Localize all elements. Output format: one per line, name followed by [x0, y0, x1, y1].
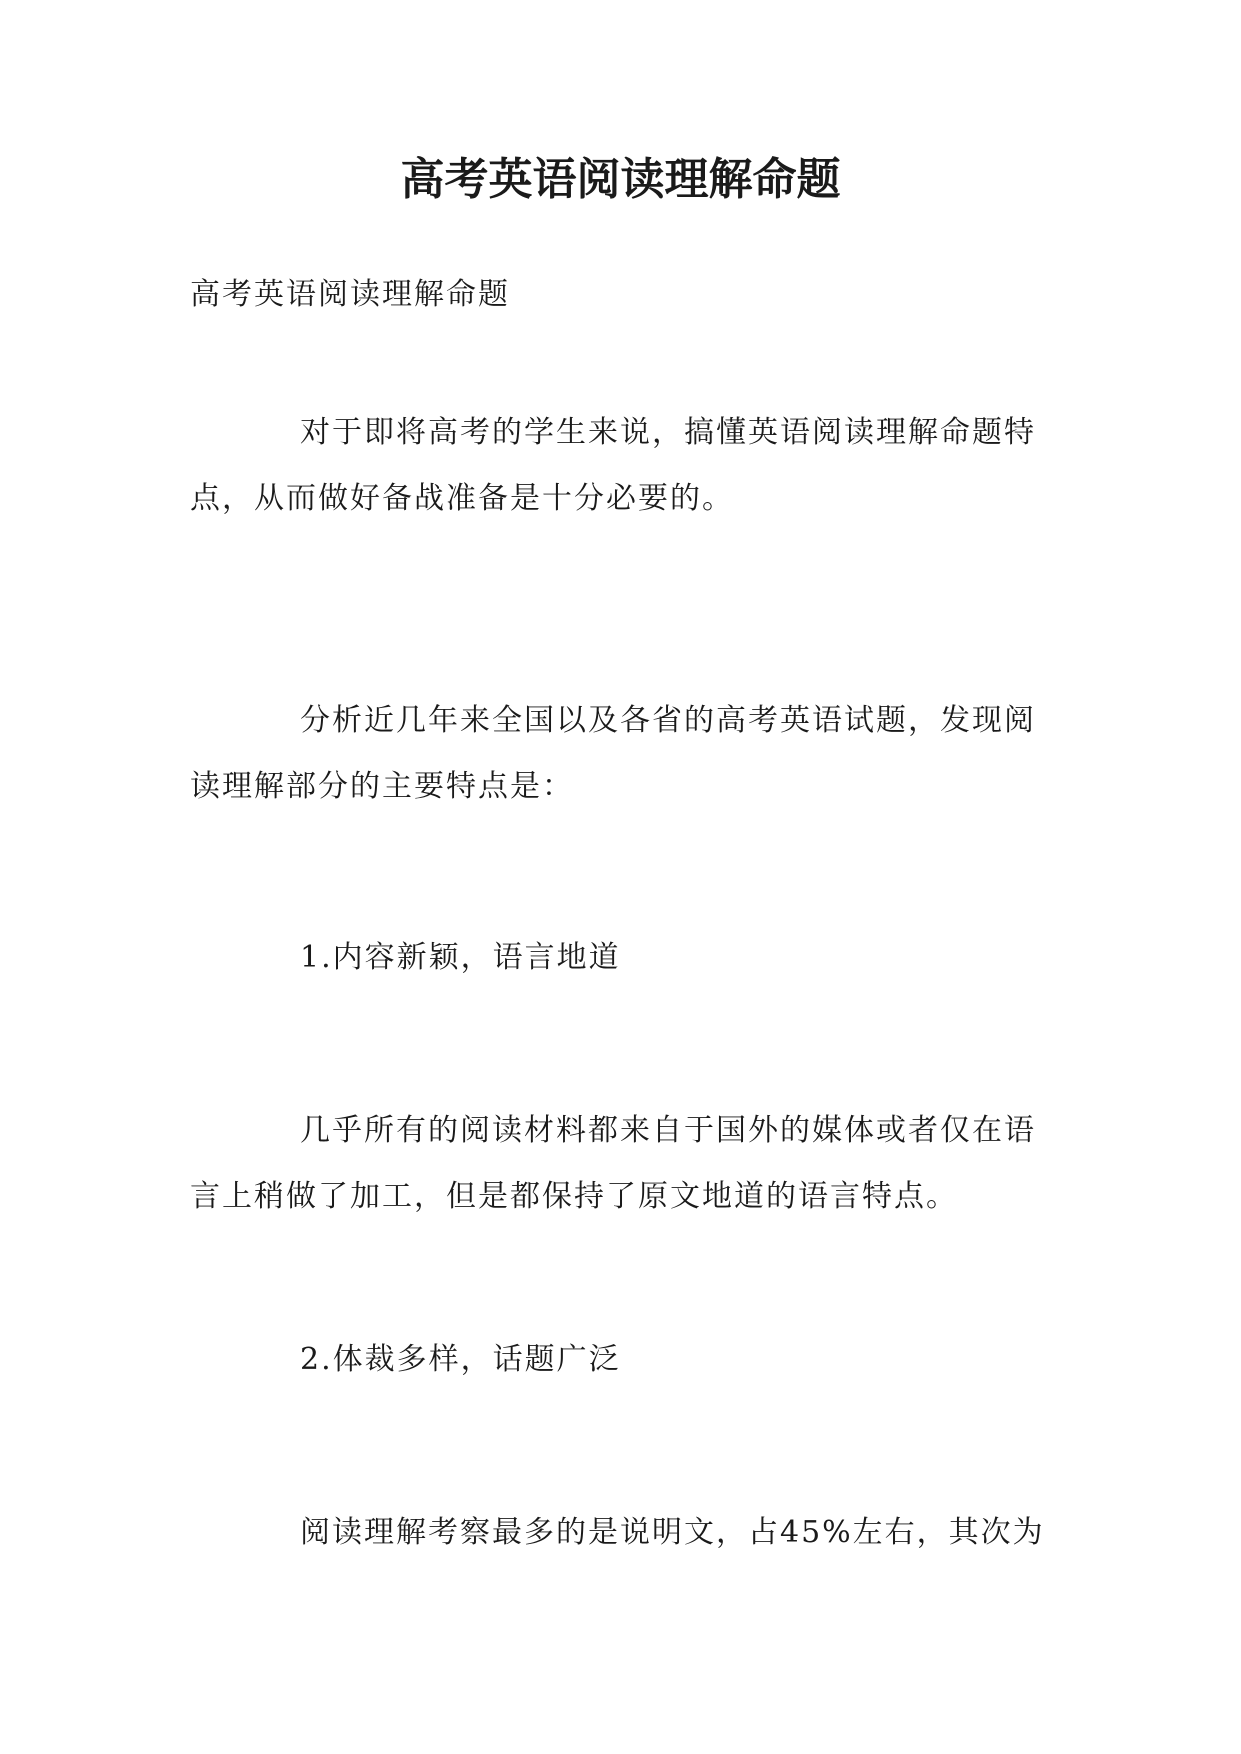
paragraph-genres: 阅读理解考察最多的是说明文，占45%左右，其次为 [300, 1515, 1045, 1550]
paragraph-intro: 对于即将高考的学生来说，搞懂英语阅读理解命题特点，从而做好备战准备是十分必要的。 [190, 415, 1036, 516]
list-heading-2: 2.体裁多样，话题广泛 [300, 1342, 621, 1377]
document-title: 高考英语阅读理解命题 [400, 154, 841, 205]
list-heading-1: 1.内容新颖，语言地道 [300, 940, 621, 975]
paragraph-analysis: 分析近几年来全国以及各省的高考英语试题，发现阅读理解部分的主要特点是： [190, 703, 1036, 804]
document-subtitle: 高考英语阅读理解命题 [190, 277, 510, 312]
paragraph-materials: 几乎所有的阅读材料都来自于国外的媒体或者仅在语言上稍做了加工，但是都保持了原文地道的语言特点。 [190, 1113, 1036, 1214]
